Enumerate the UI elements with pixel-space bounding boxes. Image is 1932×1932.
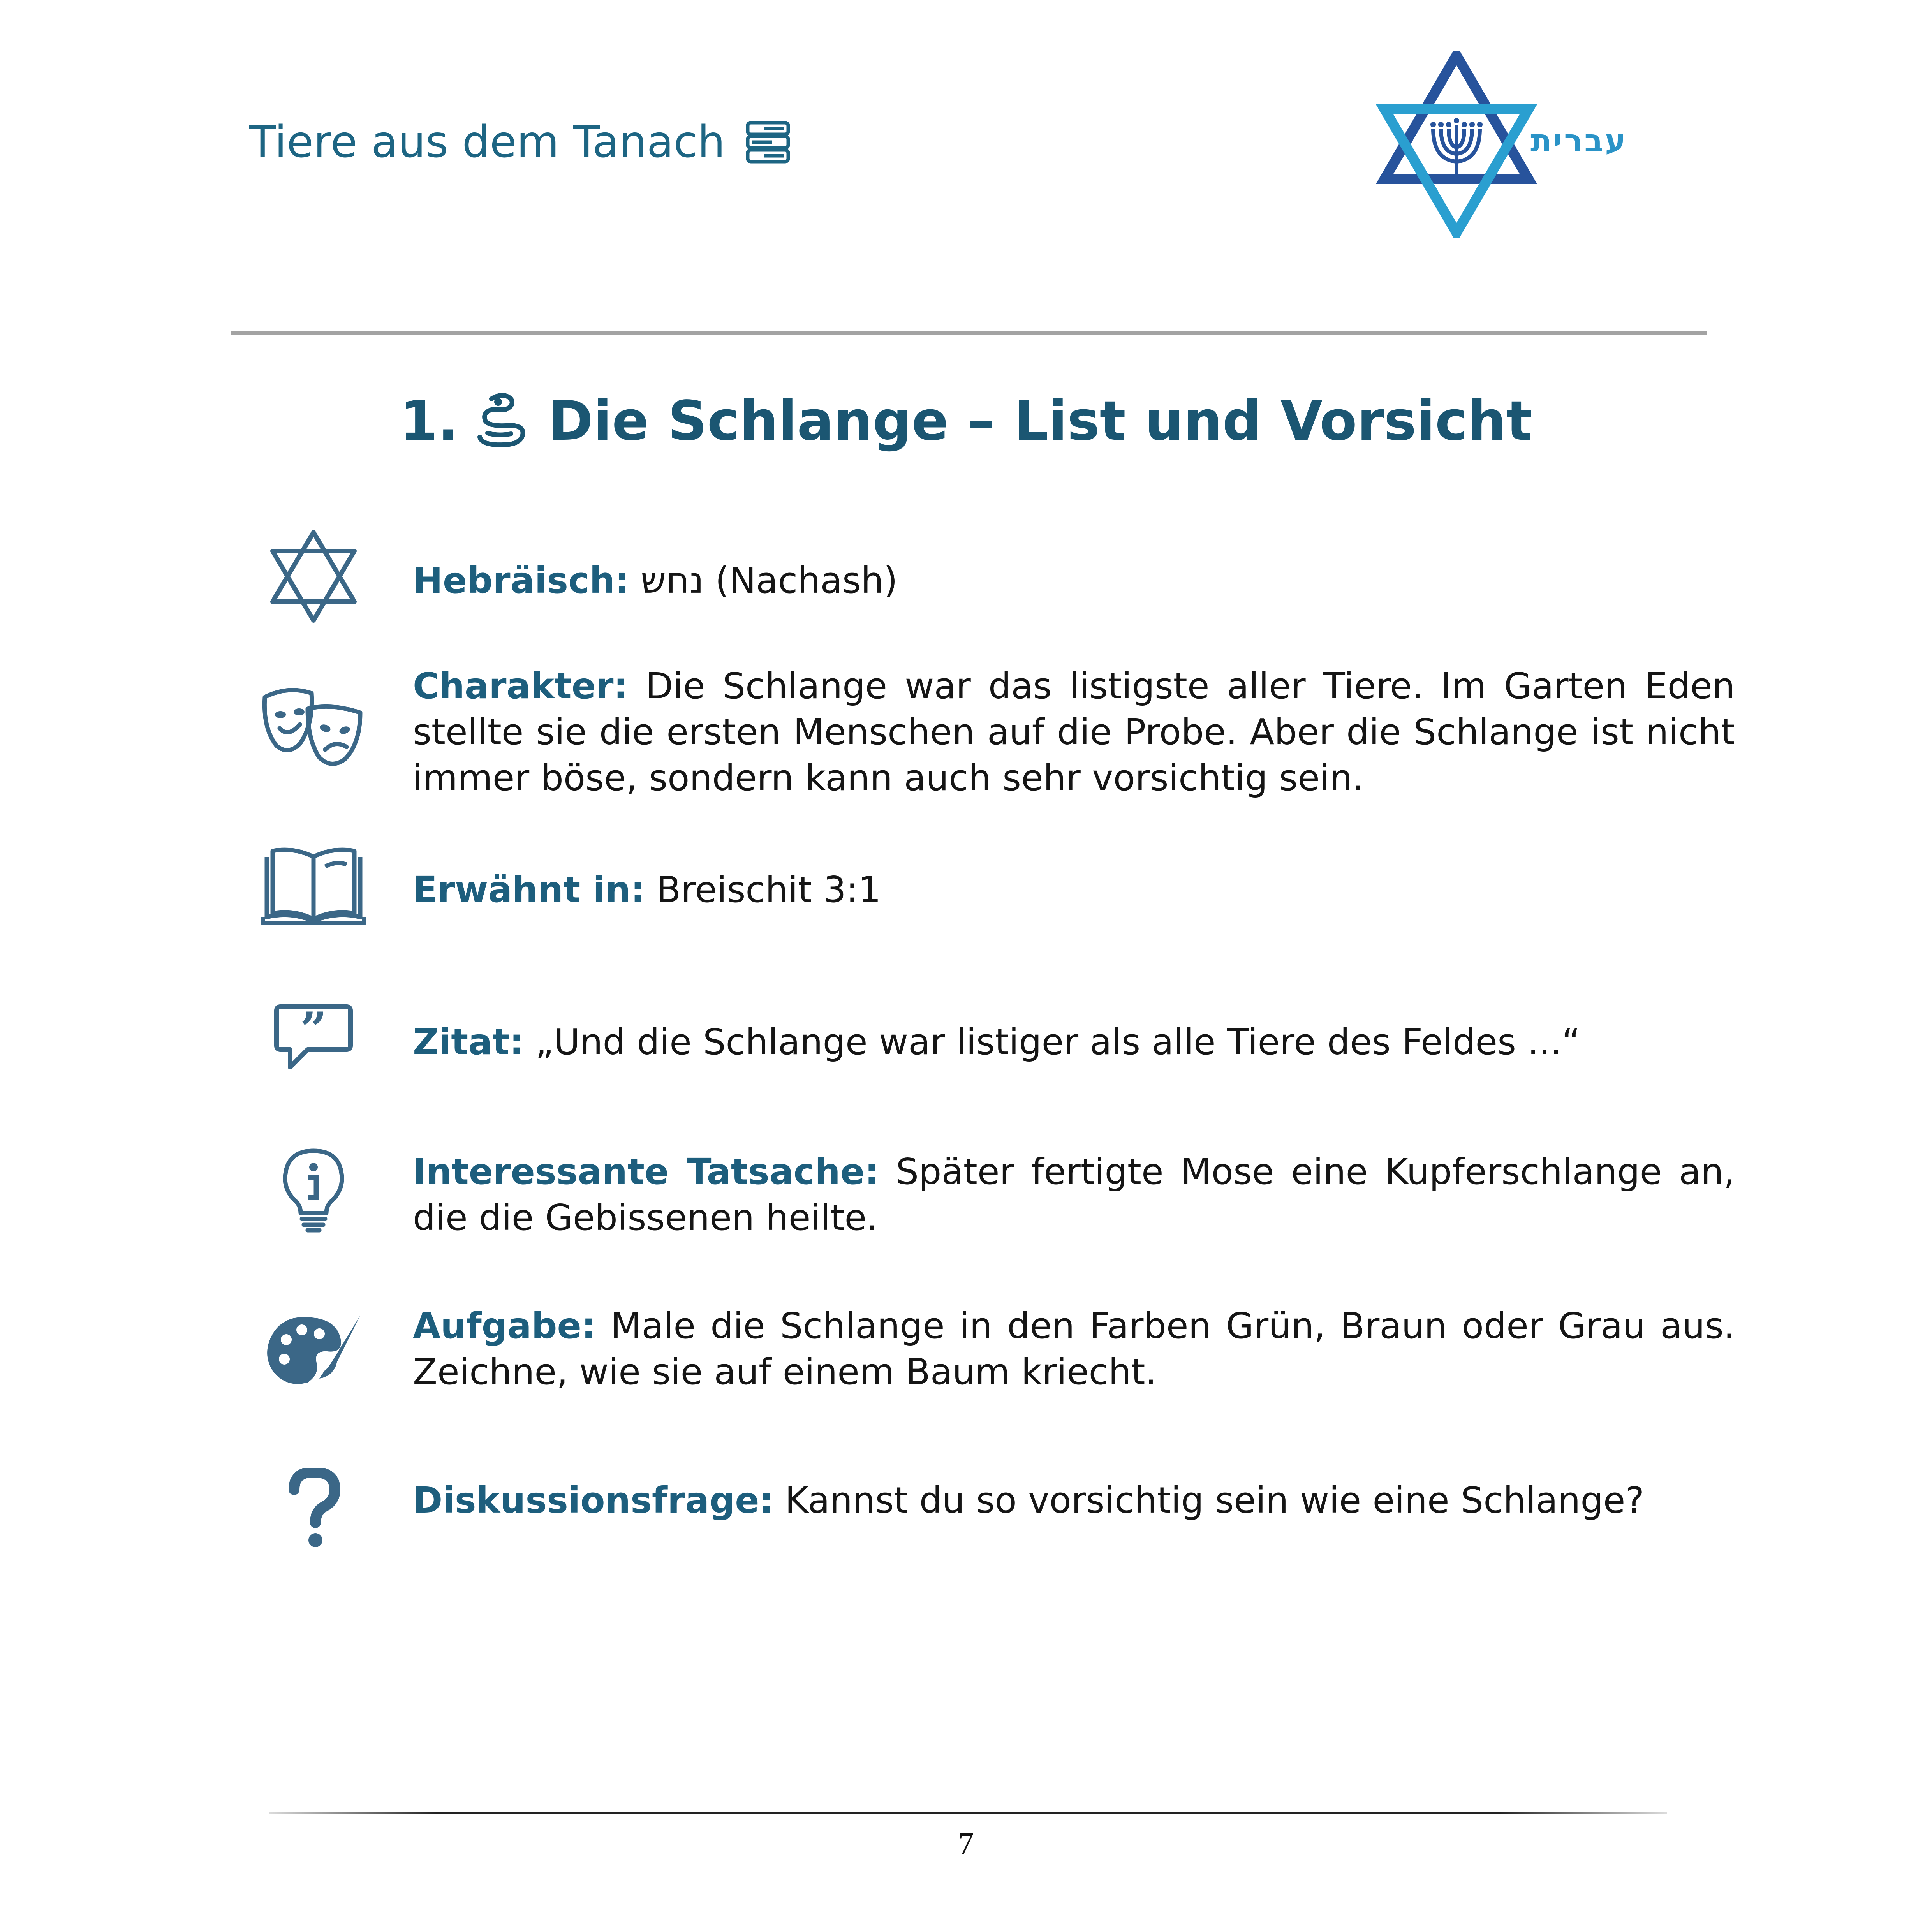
row-value: Kannst du so vorsichtig sein wie eine Schlange? [773, 1479, 1645, 1521]
svg-text:”: ” [300, 1002, 327, 1057]
logo-text: עברית [1530, 123, 1627, 159]
row-value: Male die Schlange in den Farben Grün, Braun oder Grau aus. Zeichne, wie sie auf einem Baum kriecht. [413, 1305, 1735, 1393]
divider [231, 331, 1707, 335]
theater-masks-icon [261, 682, 366, 771]
row-quote [413, 1019, 1735, 1065]
row-mentioned [413, 867, 1735, 913]
stacked-books-icon [745, 119, 791, 166]
row-icon-mentioned [257, 837, 370, 935]
section-title [0, 389, 1932, 453]
row-label: Aufgabe: [413, 1305, 596, 1347]
star-of-david-menorah-logo [1375, 51, 1538, 238]
row-value: Die Schlange war das listigste aller Tiere. Im Garten Eden stellte sie die ersten Menschen auf die Probe. Aber die Schlange ist nicht immer böse, sondern kann auch sehr vorsichtig sein. [413, 665, 1735, 799]
row-icon-fact [257, 1141, 370, 1238]
row-label: Charakter: [413, 665, 628, 707]
row-label: Zitat: [413, 1021, 524, 1063]
row-icon-quote [257, 989, 370, 1087]
page-number: 7 [958, 1827, 974, 1861]
row-icon-discussion [257, 1460, 370, 1558]
row-icon-task [257, 1303, 370, 1400]
row-task [413, 1303, 1735, 1395]
row-label: Erwähnt in: [413, 869, 645, 911]
row-character [413, 663, 1735, 801]
row-fact [413, 1149, 1735, 1241]
row-label: Interessante Tatsache: [413, 1151, 879, 1192]
row-value: Breischit 3:1 [645, 869, 881, 911]
quote-bubble-icon [273, 1001, 354, 1075]
star-of-david-icon [267, 528, 360, 625]
row-icon-hebrew [257, 528, 370, 625]
row-label: Diskussionsfrage: [413, 1479, 774, 1521]
header-title [249, 117, 791, 167]
palette-brush-icon [263, 1312, 364, 1390]
header-title-text: Tiere aus dem Tanach [249, 117, 726, 167]
question-mark-icon [286, 1468, 341, 1550]
row-value: נחש (Nachash) [629, 560, 898, 601]
snake-icon [474, 390, 532, 453]
row-icon-character [257, 678, 370, 775]
row-label: Hebräisch: [413, 560, 629, 601]
section-title-text: Die Schlange – List und Vorsicht [548, 389, 1532, 453]
logo [1375, 51, 1627, 238]
section-number: 1. [400, 389, 459, 453]
row-hebrew [413, 558, 1735, 604]
row-discussion [413, 1478, 1735, 1523]
row-value: Später fertigte Mose eine Kupferschlange an, die die Gebissenen heilte. [413, 1151, 1735, 1238]
footer-divider [269, 1812, 1667, 1814]
lightbulb-info-icon [280, 1147, 347, 1233]
row-value: „Und die Schlange war listiger als alle Tiere des Feldes ...“ [524, 1021, 1580, 1063]
open-book-icon [259, 845, 368, 927]
